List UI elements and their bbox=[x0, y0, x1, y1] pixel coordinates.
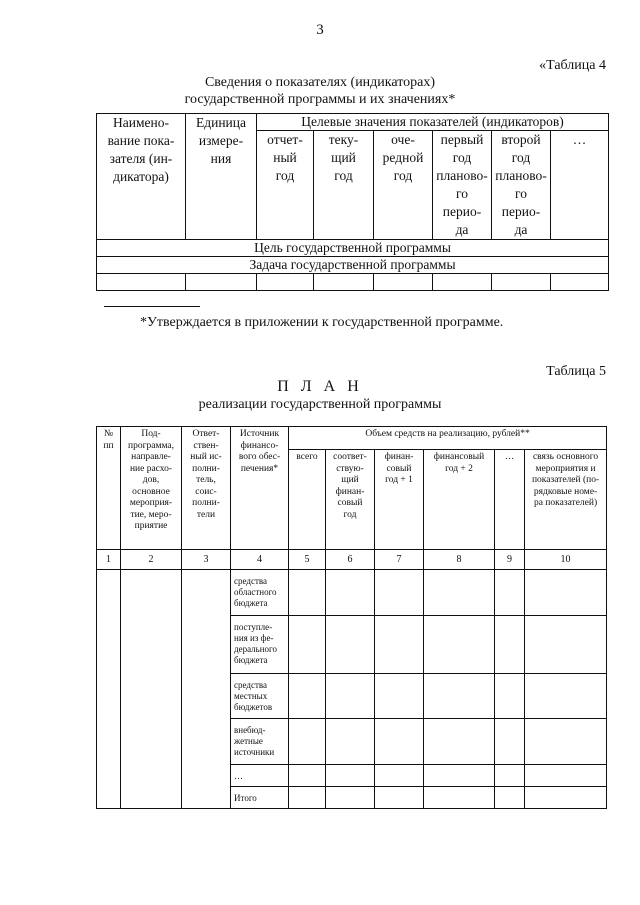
value-cell bbox=[289, 787, 326, 809]
table4-label: «Таблица 4 bbox=[539, 58, 606, 73]
column-number: 7 bbox=[375, 550, 424, 570]
value-cell bbox=[326, 570, 375, 616]
value-cell bbox=[289, 719, 326, 765]
column-number: 1 bbox=[97, 550, 121, 570]
value-cell bbox=[424, 787, 495, 809]
value-cell bbox=[289, 674, 326, 719]
header-indicator-name: Наимено- вание пока- зателя (ин- дикатора) bbox=[97, 114, 186, 240]
value-cell bbox=[495, 787, 525, 809]
header-indicator-link: связь основного мероприятия и показателей (по- рядковые номе- ра показателей) bbox=[525, 450, 607, 550]
table4-title bbox=[100, 74, 540, 108]
column-number: 10 bbox=[525, 550, 607, 570]
value-cell bbox=[289, 570, 326, 616]
header-total: всего bbox=[289, 450, 326, 550]
empty-cell bbox=[433, 274, 492, 291]
header-unit: Единица измере- ния bbox=[186, 114, 257, 240]
number-cell bbox=[97, 570, 121, 809]
header-reporting-year: отчет- ный год bbox=[257, 131, 314, 240]
table5-label: Таблица 5 bbox=[546, 364, 606, 379]
task-row: Задача государственной программы bbox=[97, 257, 609, 274]
header-number: № пп bbox=[97, 427, 121, 550]
value-cell bbox=[375, 674, 424, 719]
empty-cell bbox=[314, 274, 374, 291]
goal-row: Цель государственной программы bbox=[97, 240, 609, 257]
empty-cell bbox=[186, 274, 257, 291]
value-cell bbox=[326, 787, 375, 809]
footnote-separator bbox=[104, 306, 200, 307]
header-current-year: теку- щий год bbox=[314, 131, 374, 240]
value-cell bbox=[525, 719, 607, 765]
empty-cell bbox=[492, 274, 551, 291]
value-cell bbox=[495, 616, 525, 674]
footnote: *Утверждается в приложении к государственной программе. bbox=[140, 315, 504, 330]
value-cell bbox=[289, 765, 326, 787]
header-program: Под- программа, направле- ние расхо- дов, основное мероприя- тие, меро- приятие bbox=[121, 427, 182, 550]
column-number: 4 bbox=[231, 550, 289, 570]
table5-subtitle: реализации государственной программы bbox=[198, 397, 442, 412]
value-cell bbox=[525, 570, 607, 616]
value-cell bbox=[495, 719, 525, 765]
value-cell bbox=[424, 570, 495, 616]
column-number: 2 bbox=[121, 550, 182, 570]
value-cell bbox=[525, 674, 607, 719]
value-cell bbox=[495, 674, 525, 719]
value-cell bbox=[424, 719, 495, 765]
executor-cell bbox=[182, 570, 231, 809]
value-cell bbox=[495, 765, 525, 787]
source-total: Итого bbox=[231, 787, 289, 809]
column-numbers-row bbox=[97, 550, 607, 570]
source-extrabudgetary: внебюд- жетные источники bbox=[231, 719, 289, 765]
empty-row bbox=[97, 274, 609, 291]
empty-cell bbox=[551, 274, 609, 291]
value-cell bbox=[289, 616, 326, 674]
empty-cell bbox=[97, 274, 186, 291]
header-next-year: оче- редной год bbox=[374, 131, 433, 240]
header-first-plan-year: первый год планово- го перио- да bbox=[433, 131, 492, 240]
program-cell bbox=[121, 570, 182, 809]
header-funding-source: Источник финансо- вого обес- печения* bbox=[231, 427, 289, 550]
header-second-plan-year: второй год планово- го перио- да bbox=[492, 131, 551, 240]
value-cell bbox=[375, 765, 424, 787]
value-cell bbox=[495, 570, 525, 616]
source-federal-budget: поступле- ния из фе- дерального бюджета bbox=[231, 616, 289, 674]
table5-title: П Л А Н bbox=[277, 378, 363, 395]
empty-cell bbox=[374, 274, 433, 291]
source-ellipsis: … bbox=[231, 765, 289, 787]
header-ellipsis: … bbox=[551, 131, 609, 240]
header-target-values: Целевые значения показателей (индикаторов) bbox=[257, 114, 609, 131]
value-cell bbox=[525, 616, 607, 674]
indicators-table bbox=[96, 113, 609, 291]
value-cell bbox=[375, 570, 424, 616]
empty-cell bbox=[257, 274, 314, 291]
column-number: 8 bbox=[424, 550, 495, 570]
page-number: 3 bbox=[316, 22, 324, 38]
column-number: 6 bbox=[326, 550, 375, 570]
source-regional-budget: средства областного бюджета bbox=[231, 570, 289, 616]
value-cell bbox=[326, 674, 375, 719]
value-cell bbox=[424, 765, 495, 787]
header-fiscal-year-plus-2: финансовый год + 2 bbox=[424, 450, 495, 550]
header-funding-volume: Объем средств на реализацию, рублей** bbox=[289, 427, 607, 450]
value-cell bbox=[375, 616, 424, 674]
value-cell bbox=[525, 787, 607, 809]
column-number: 5 bbox=[289, 550, 326, 570]
plan-table bbox=[96, 426, 607, 809]
header-ellipsis: … bbox=[495, 450, 525, 550]
header-fiscal-year: соответ- ствую- щий финан- совый год bbox=[326, 450, 375, 550]
source-row bbox=[97, 570, 607, 616]
source-local-budgets: средства местных бюджетов bbox=[231, 674, 289, 719]
value-cell bbox=[326, 765, 375, 787]
header-fiscal-year-plus-1: финан- совый год + 1 bbox=[375, 450, 424, 550]
value-cell bbox=[424, 674, 495, 719]
column-number: 9 bbox=[495, 550, 525, 570]
value-cell bbox=[525, 765, 607, 787]
table4-title-line2: государственной программы и их значениях* bbox=[184, 92, 456, 107]
value-cell bbox=[375, 719, 424, 765]
column-number: 3 bbox=[182, 550, 231, 570]
value-cell bbox=[375, 787, 424, 809]
value-cell bbox=[326, 719, 375, 765]
value-cell bbox=[326, 616, 375, 674]
value-cell bbox=[424, 616, 495, 674]
header-executor: Ответ- ствен- ный ис- полни- тель, соис- полни- тели bbox=[182, 427, 231, 550]
table4-title-line1: Сведения о показателях (индикаторах) bbox=[204, 75, 436, 90]
